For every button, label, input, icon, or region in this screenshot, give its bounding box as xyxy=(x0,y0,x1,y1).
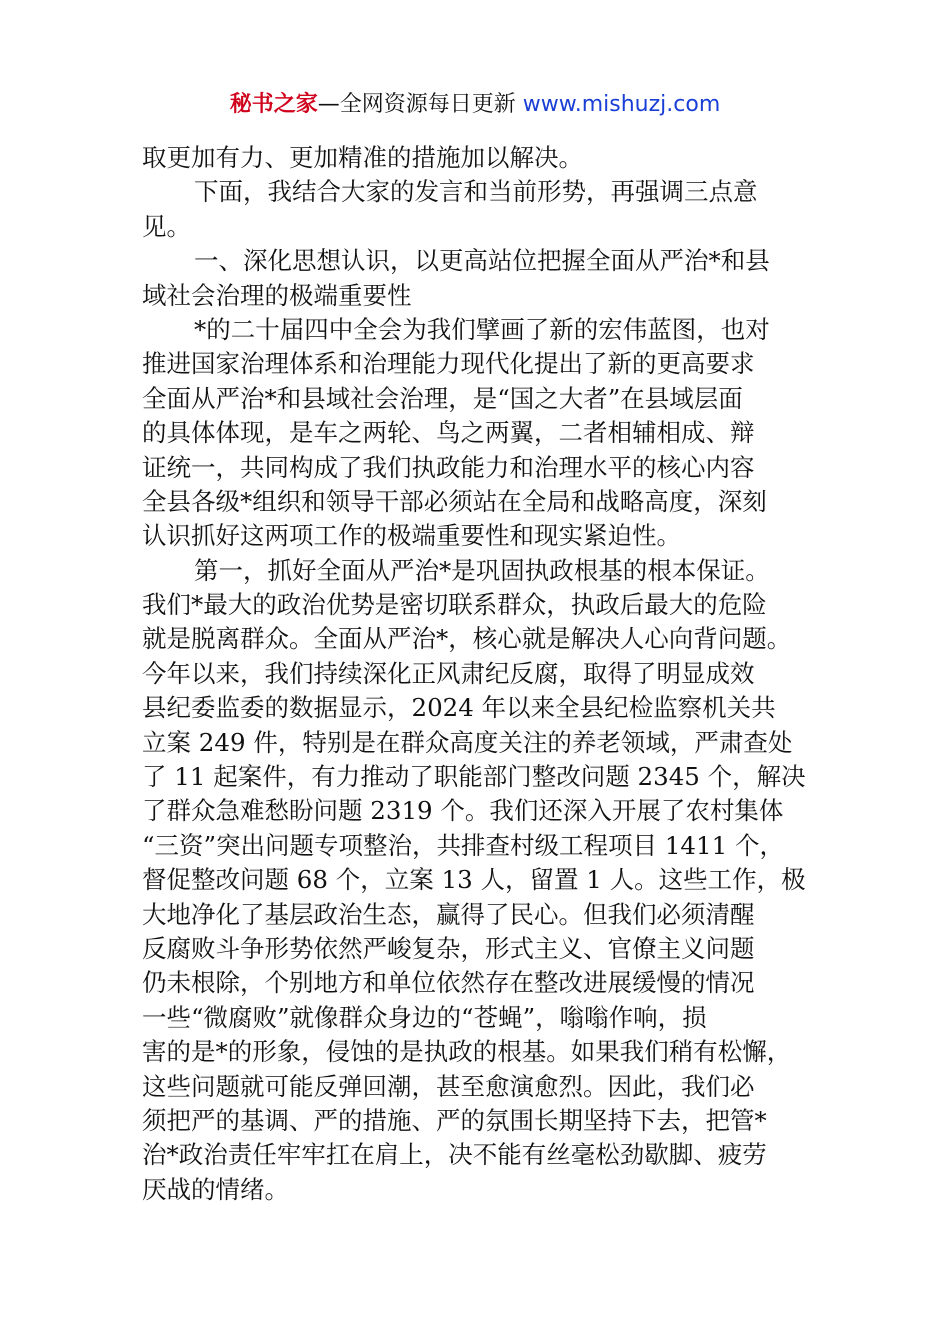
text-line: 害的是*的形象，侵蚀的是执政的根基。如果我们稍有松懈， xyxy=(142,1037,792,1067)
text-line: 取更加有力、更加精准的措施加以解决。 xyxy=(142,143,583,172)
text-line: 见。 xyxy=(142,211,191,241)
text-line: 今年以来，我们持续深化正风肃纪反腐，取得了明显成效 xyxy=(142,658,755,688)
section-heading-line: 一、深化思想认识，以更高站位把握全面从严治*和县 xyxy=(194,246,770,276)
text-line: 认识抓好这两项工作的极端重要性和现实紧迫性。 xyxy=(142,521,681,551)
text-line: 立案 249 件，特别是在群众高度关注的养老领域，严肃查处 xyxy=(142,727,793,757)
section-heading-line: 域社会治理的极端重要性 xyxy=(142,280,412,310)
text-line: 仍未根除，个别地方和单位依然存在整改进展缓慢的情况 xyxy=(142,968,755,998)
text-line: “三资”突出问题专项整治，共排查村级工程项目 1411 个， xyxy=(142,830,784,860)
text-line: 大地净化了基层政治生态，赢得了民心。但我们必须清醒 xyxy=(142,899,755,929)
document-body xyxy=(142,141,822,1207)
text-line: 厌战的情绪。 xyxy=(142,1174,289,1204)
header-tagline: —全网资源每日更新 xyxy=(317,92,523,117)
site-url[interactable]: www.mishuzj.com xyxy=(522,92,721,117)
paragraph-start-line: *的二十届四中全会为我们擘画了新的宏伟蓝图，也对 xyxy=(194,314,770,344)
text-line: 全面从严治*和县域社会治理，是“国之大者”在县域层面 xyxy=(142,383,743,413)
paragraph-start-line: 下面，我结合大家的发言和当前形势，再强调三点意 xyxy=(194,177,758,207)
text-line: 了 11 起案件，有力推动了职能部门整改问题 2345 个，解决 xyxy=(142,762,806,792)
text-line: 我们*最大的政治优势是密切联系群众，执政后最大的危险 xyxy=(142,590,767,620)
text-line: 的具体体现，是车之两轮、鸟之两翼，二者相辅相成、辩 xyxy=(142,418,755,448)
text-line: 证统一，共同构成了我们执政能力和治理水平的核心内容 xyxy=(142,452,755,482)
paragraph-start-line: 第一，抓好全面从严治*是巩固执政根基的根本保证。 xyxy=(194,555,770,585)
text-line: 就是脱离群众。全面从严治*，核心就是解决人心向背问题。 xyxy=(142,624,792,654)
brand-name: 秘书之家 xyxy=(229,92,318,117)
text-line: 推进国家治理体系和治理能力现代化提出了新的更高要求 xyxy=(142,349,755,379)
text-line: 县纪委监委的数据显示，2024 年以来全县纪检监察机关共 xyxy=(142,693,776,723)
text-line: 须把严的基调、严的措施、严的氛围长期坚持下去，把管* xyxy=(142,1105,767,1135)
text-line: 一些“微腐败”就像群众身边的“苍蝇”，嗡嗡作响，损 xyxy=(142,1002,707,1032)
site-header xyxy=(0,90,950,120)
text-line: 全县各级*组织和领导干部必须站在全局和战略高度，深刻 xyxy=(142,486,767,516)
text-line: 督促整改问题 68 个，立案 13 人，留置 1 人。这些工作，极 xyxy=(142,865,806,895)
text-line: 这些问题就可能反弹回潮，甚至愈演愈烈。因此，我们必 xyxy=(142,1071,755,1101)
text-line: 了群众急难愁盼问题 2319 个。我们还深入开展了农村集体 xyxy=(142,796,784,826)
text-line: 治*政治责任牢牢扛在肩上，决不能有丝毫松劲歇脚、疲劳 xyxy=(142,1140,767,1170)
text-line: 反腐败斗争形势依然严峻复杂，形式主义、官僚主义问题 xyxy=(142,933,755,963)
